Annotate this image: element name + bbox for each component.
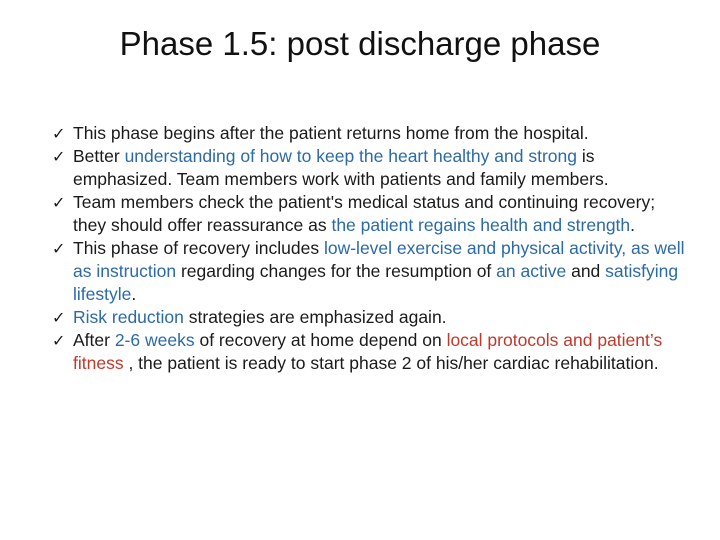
- checkmark-icon: ✓: [52, 308, 66, 327]
- checkmark-icon: ✓: [52, 147, 66, 166]
- bullet-list: [52, 122, 692, 375]
- bullet-text: of recovery at home depend on: [194, 330, 447, 350]
- bullet-text: Team members check the patient's medical status and continuing recovery; they should offer reassurance as: [73, 192, 656, 235]
- bullet-text: .: [131, 284, 137, 304]
- bullet-highlight: Risk reduction: [73, 307, 184, 327]
- bullet-text: is emphasized. Team members work with patients and family members.: [73, 146, 609, 189]
- bullet-highlight: the patient regains health and strength: [331, 215, 631, 235]
- bullet-highlight-red: local protocols and patient’s fitness: [73, 330, 663, 373]
- bullet-text: Better: [73, 146, 125, 166]
- bullet-highlight: understanding of how to keep the heart healthy and strong: [124, 146, 577, 166]
- checkmark-icon: ✓: [52, 239, 66, 258]
- bullet-highlight: an active: [496, 261, 567, 281]
- bullet-text: .: [630, 215, 636, 235]
- checkmark-icon: ✓: [52, 331, 66, 350]
- bullet-text: After: [73, 330, 115, 350]
- bullet-text: This phase of recovery includes: [73, 238, 324, 258]
- checkmark-icon: ✓: [52, 124, 66, 143]
- bullet-item: [52, 191, 692, 237]
- bullet-item: [52, 122, 692, 145]
- slide-title: Phase 1.5: post discharge phase: [119, 25, 601, 62]
- bullet-item: [52, 237, 692, 306]
- bullet-highlight: 2-6 weeks: [114, 330, 195, 350]
- bullet-text: This phase begins after the patient returns home from the hospital: [73, 123, 584, 143]
- checkmark-icon: ✓: [52, 193, 66, 212]
- bullet-item: [52, 306, 692, 329]
- bullet-text: and: [566, 261, 606, 281]
- bullet-highlight: satisfying lifestyle: [73, 261, 679, 304]
- bullet-text: regarding changes for the resumption of: [176, 261, 497, 281]
- bullet-item: [52, 329, 692, 375]
- bullet-text: strategies are emphasized again.: [183, 307, 447, 327]
- bullet-text: , the patient is ready to start phase 2 of his/her cardiac rehabilitation.: [123, 353, 659, 373]
- bullet-text: .: [583, 123, 589, 143]
- bullet-highlight: low-level exercise and physical activity, as well as instruction: [73, 238, 685, 281]
- bullet-item: [52, 145, 692, 191]
